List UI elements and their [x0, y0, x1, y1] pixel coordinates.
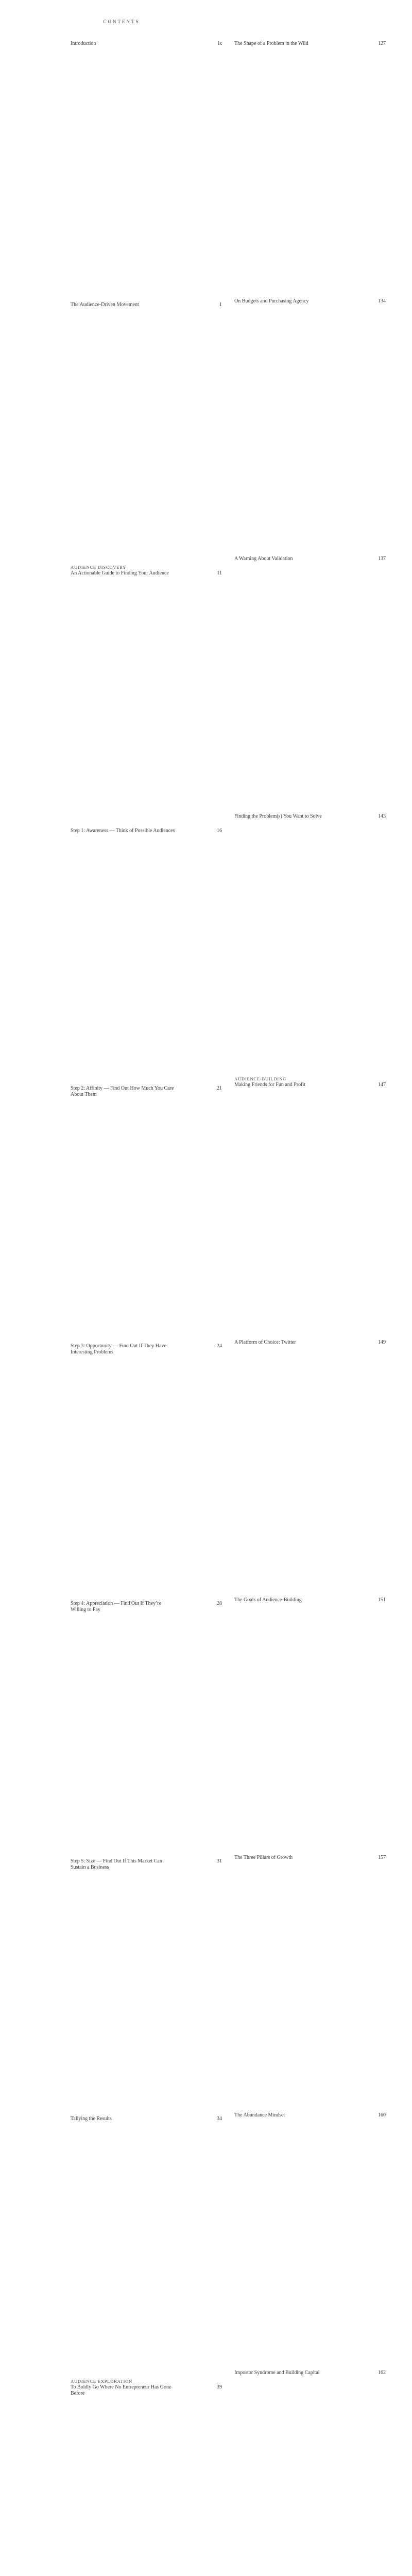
- toc-section-heading: AUDIENCE DISCOVERY: [71, 565, 127, 570]
- toc-entry-page-number: 143: [345, 814, 386, 1071]
- toc-entry: [71, 302, 222, 560]
- page-title: CONTENTS: [103, 19, 140, 24]
- toc-entry-page-number: 127: [345, 41, 386, 298]
- toc-entry: [71, 2116, 222, 2374]
- toc-spacer: [71, 298, 222, 302]
- toc-entry: [234, 41, 386, 298]
- toc-entry-page-number: 151: [345, 1597, 386, 1855]
- toc-entry: [71, 828, 222, 1086]
- toc-entry-page-number: 16: [181, 828, 222, 1086]
- toc-entry-title: The Abundance Mindset: [234, 2112, 285, 2118]
- toc-entry-page-number: 134: [345, 298, 386, 556]
- toc-entry-page-number: 21: [181, 1086, 222, 1343]
- toc-entry: [71, 2384, 222, 2576]
- toc-entry: [234, 1340, 386, 1597]
- toc-entry-title: A Warning About Validation: [234, 556, 293, 562]
- toc-entry: [234, 814, 386, 1071]
- toc-entry-title: Tallying the Results: [71, 2116, 112, 2122]
- toc-entry-page-number: 24: [181, 1343, 222, 1601]
- toc-entry-title: Step 5: Size — Find Out If This Market Can Sustain a Business: [71, 1858, 162, 1870]
- toc-entry-page-number: 34: [181, 2116, 222, 2374]
- toc-entry-title: Making Friends for Fun and Profit: [234, 1082, 306, 1088]
- toc-entry-page-number: 147: [345, 1082, 386, 1340]
- toc-entry-title: Impostor Syndrome and Building Capital: [234, 2370, 320, 2376]
- toc-entry: [234, 1855, 386, 2112]
- toc-entry-title: Finding the Problem(s) You Want to Solve: [234, 814, 322, 819]
- toc-entry-title: Step 2: Affinity — Find Out How Much You Care About Them: [71, 1086, 174, 1097]
- toc-entry: [71, 41, 222, 298]
- toc-section-heading: AUDIENCE-BUILDING: [234, 1076, 286, 1081]
- toc-entry-page-number: 162: [345, 2370, 386, 2576]
- toc-entry: [234, 2370, 386, 2576]
- toc-entry: [71, 1086, 222, 1343]
- toc-entry-page-number: 160: [345, 2112, 386, 2370]
- toc-entry-page-number: 149: [345, 1340, 386, 1597]
- toc-entry-title: An Actionable Guide to Finding Your Audience: [71, 570, 169, 576]
- toc-entry: [71, 1343, 222, 1601]
- toc-entry-title: The Three Pillars of Growth: [234, 1855, 293, 1860]
- toc-entry-title: Step 1: Awareness — Think of Possible Audiences: [71, 828, 175, 834]
- toc-entry-title: Step 4: Appreciation — Find Out If They’re Willing to Pay: [71, 1601, 162, 1613]
- toc-entry-page-number: 39: [181, 2384, 222, 2576]
- toc-entry-page-number: 1: [181, 302, 222, 560]
- toc-entry-title: The Shape of a Problem in the Wild: [234, 41, 308, 46]
- toc-columns: [71, 41, 386, 2576]
- toc-entry-title: To Boldly Go Where No Entrepreneur Has Gone Before: [71, 2384, 171, 2396]
- toc-entry: [234, 1082, 386, 1340]
- toc-entry-page-number: 31: [181, 1858, 222, 2116]
- toc-entry: [71, 570, 222, 828]
- toc-entry-page-number: 137: [345, 556, 386, 814]
- toc-entry-page-number: 157: [345, 1855, 386, 2112]
- toc-entry: [234, 1597, 386, 1855]
- toc-entry-page-number: 11: [181, 570, 222, 828]
- toc-entry: [234, 2112, 386, 2370]
- toc-entry: [234, 556, 386, 814]
- toc-entry-page-number: 28: [181, 1601, 222, 1858]
- toc-entry-title: Introduction: [71, 41, 96, 46]
- toc-entry-title: On Budgets and Purchasing Agency: [234, 298, 309, 304]
- toc-entry-title: Step 3: Opportunity — Find Out If They Have Interesting Problems: [71, 1343, 166, 1355]
- toc-entry-title: The Audience-Driven Movement: [71, 302, 139, 308]
- toc-column-left: [71, 41, 222, 2576]
- toc-entry: [71, 1858, 222, 2116]
- toc-entry-title: The Goals of Audience-Building: [234, 1597, 302, 1603]
- toc-column-right: [234, 41, 386, 2576]
- toc-section-heading: AUDIENCE EXPLORATION: [71, 2379, 133, 2384]
- toc-entry: [234, 298, 386, 556]
- toc-entry-title: A Platform of Choice: Twitter: [234, 1340, 296, 1345]
- toc-entry-page-number: ix: [181, 41, 222, 298]
- toc-entry: [71, 1601, 222, 1858]
